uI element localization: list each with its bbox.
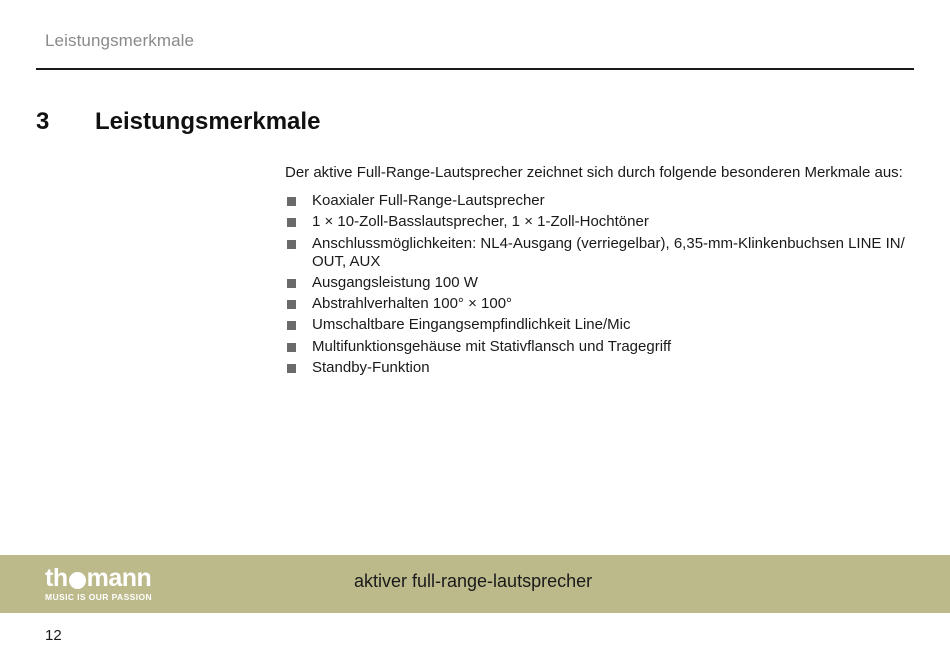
list-item [285, 295, 910, 313]
footer-product-title: aktiver full-range-lautsprecher [354, 571, 593, 591]
list-item [285, 235, 910, 271]
header-rule [36, 68, 914, 70]
square-bullet-icon [287, 240, 296, 249]
square-bullet-icon [287, 300, 296, 309]
footer-band [0, 555, 950, 613]
list-item [285, 338, 910, 356]
square-bullet-icon [287, 197, 296, 206]
page-number: 12 [45, 627, 62, 644]
logo-text-right: mann [86, 564, 152, 592]
feature-text: Umschaltbare Eingangsempfindlichkeit Line/Mic [312, 316, 631, 334]
feature-list [285, 192, 910, 377]
square-bullet-icon [287, 279, 296, 288]
feature-text: Koaxialer Full-Range-Lautsprecher [312, 192, 545, 209]
list-item [285, 359, 910, 377]
square-bullet-icon [287, 321, 296, 330]
feature-text: Abstrahlverhalten 100° × 100° [312, 295, 513, 313]
square-bullet-icon [287, 343, 296, 352]
running-header: Leistungsmerkmale [45, 31, 195, 50]
square-bullet-icon [287, 218, 296, 227]
intro-paragraph: Der aktive Full-Range-Lautsprecher zeichnet sich durch folgende besonderen Merkmale aus: [285, 164, 903, 181]
chapter-number: 3 [36, 108, 50, 135]
list-item [285, 274, 910, 292]
list-item [285, 213, 910, 231]
list-item [285, 316, 910, 334]
main-content [285, 164, 910, 380]
logo-text-left: th [45, 564, 68, 592]
feature-text: Ausgangsleistung 100 W [312, 273, 478, 291]
feature-text: Anschlussmöglichkeiten: NL4-Ausgang (verriegelbar), 6,35-mm-Klinkenbuchsen LINE IN/ OUT, AUX [312, 234, 905, 270]
feature-text: Multifunktionsgehäuse mit Stativflansch und Tragegriff [312, 337, 672, 355]
thomann-logo [45, 566, 152, 602]
feature-text: Standby-Funktion [312, 359, 430, 377]
logo-wordmark [45, 566, 152, 590]
logo-dot-icon [69, 572, 86, 589]
logo-tagline: MUSIC IS OUR PASSION [45, 592, 153, 602]
list-item [285, 192, 910, 210]
square-bullet-icon [287, 364, 296, 373]
feature-text: 1 × 10-Zoll-Basslautsprecher, 1 × 1-Zoll-Hochtöner [312, 213, 649, 231]
chapter-title: Leistungsmerkmale [95, 108, 321, 135]
